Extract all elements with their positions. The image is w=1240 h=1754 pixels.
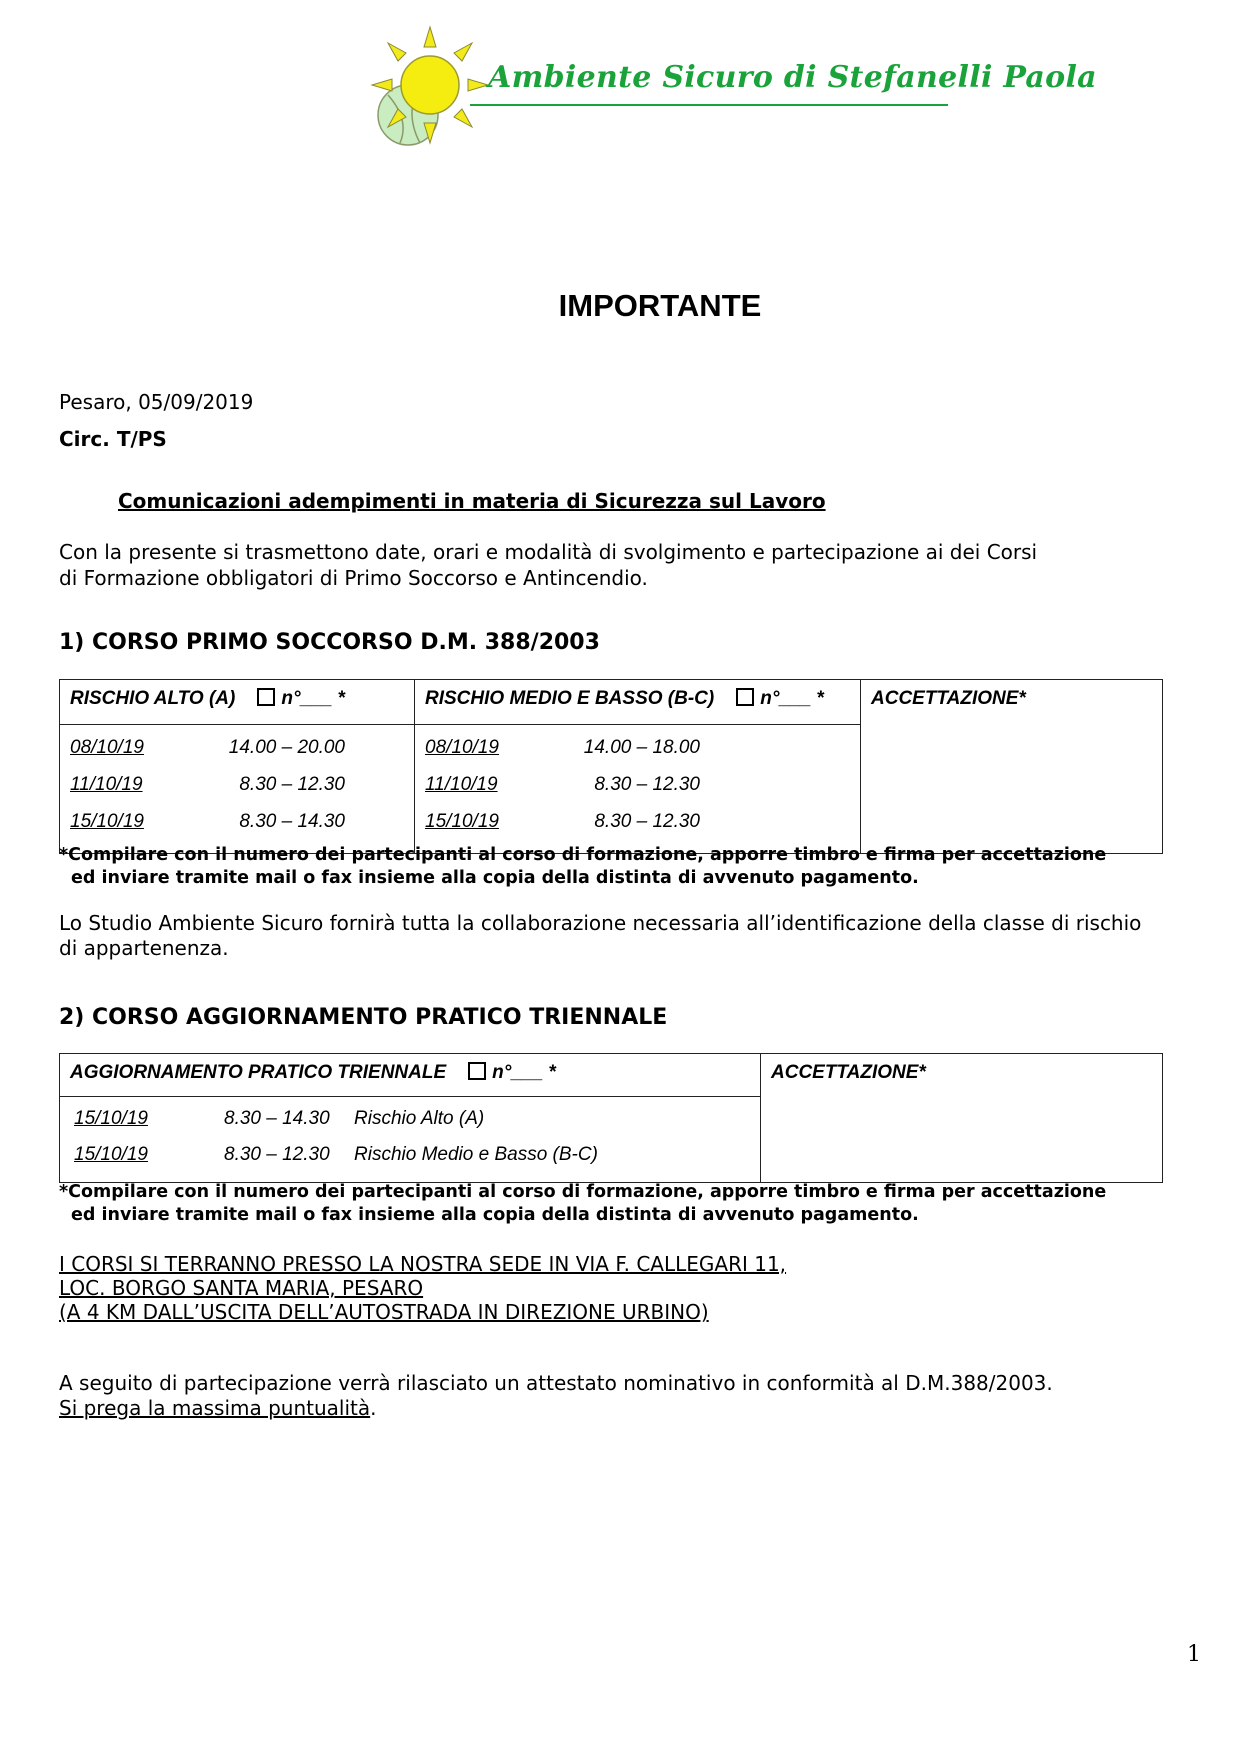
checkbox-icon[interactable] <box>257 688 275 706</box>
schedule-risk-label: Rischio Alto (A) <box>354 1108 485 1130</box>
schedule-row <box>70 804 404 841</box>
participant-count-a[interactable]: n°___ * <box>281 688 345 709</box>
location-line-2: LOC. BORGO SANTA MARIA, PESARO <box>59 1276 424 1300</box>
checkbox-icon[interactable] <box>736 688 754 706</box>
rischio-medio-header-cell <box>415 680 861 725</box>
place-date: Pesaro, 05/09/2019 <box>59 390 254 414</box>
rischio-medio-header: RISCHIO MEDIO E BASSO (B-C) <box>425 688 715 709</box>
schedule-time: 8.30 – 14.30 <box>224 1108 330 1130</box>
schedule-date: 15/10/19 <box>70 811 144 833</box>
section1-note-line-2: ed inviare tramite mail o fax insieme alla copia della distinta di avvenuto pagamento. <box>71 868 919 888</box>
schedule-row <box>70 767 404 804</box>
participant-count[interactable]: n°___ * <box>492 1062 556 1083</box>
schedule-time: 8.30 – 12.30 <box>239 774 345 796</box>
schedule-date: 11/10/19 <box>425 774 498 796</box>
schedule-time: 8.30 – 14.30 <box>239 811 345 833</box>
schedule-time: 8.30 – 12.30 <box>224 1144 330 1166</box>
accettazione-cell[interactable] <box>761 1054 1163 1183</box>
schedule-row <box>70 730 404 767</box>
course1-table <box>59 679 1163 854</box>
checkbox-icon[interactable] <box>468 1062 486 1080</box>
schedule-time: 14.00 – 18.00 <box>583 737 700 759</box>
section1-info-line-1: Lo Studio Ambiente Sicuro fornirà tutta la collaborazione necessaria all’identificazione della classe di rischio <box>59 911 1142 935</box>
punctuality-note: Si prega la massima puntualità <box>59 1396 371 1420</box>
rischio-alto-body <box>60 724 415 853</box>
aggiornamento-header: AGGIORNAMENTO PRATICO TRIENNALE <box>70 1062 447 1083</box>
punctuality-period: . <box>370 1396 377 1420</box>
course2-table <box>59 1053 1163 1183</box>
schedule-row <box>74 1101 750 1137</box>
schedule-date: 11/10/19 <box>70 774 143 796</box>
circular-ref: Circ. T/PS <box>59 427 167 451</box>
section1-info-line-2: di appartenenza. <box>59 936 229 960</box>
aggiornamento-body <box>60 1097 761 1183</box>
schedule-date: 15/10/19 <box>425 811 499 833</box>
sun-globe-icon <box>370 25 490 150</box>
section1-note-line-1: *Compilare con il numero dei partecipanti al corso di formazione, apporre timbro e firma per accettazione <box>59 845 1107 865</box>
schedule-time: 14.00 – 20.00 <box>228 737 345 759</box>
rischio-medio-body <box>415 724 861 853</box>
section2-note-line-2: ed inviare tramite mail o fax insieme alla copia della distinta di avvenuto pagamento. <box>71 1205 919 1225</box>
logo-underline <box>470 104 948 106</box>
logo-text: Ambiente Sicuro di Stefanelli Paola <box>488 60 1097 95</box>
schedule-date: 08/10/19 <box>425 737 499 759</box>
section1-heading: 1) CORSO PRIMO SOCCORSO D.M. 388/2003 <box>59 630 600 655</box>
accettazione-header: ACCETTAZIONE* <box>771 1062 926 1083</box>
schedule-time: 8.30 – 12.30 <box>594 811 700 833</box>
intro-line-1: Con la presente si trasmettono date, orari e modalità di svolgimento e partecipazione ai dei Corsi <box>59 540 1038 564</box>
aggiornamento-header-cell <box>60 1054 761 1097</box>
accettazione-cell[interactable] <box>861 680 1163 854</box>
location-line-3: (A 4 KM DALL’USCITA DELL’AUTOSTRADA IN DIREZIONE URBINO) <box>59 1300 709 1324</box>
closing-line-1: A seguito di partecipazione verrà rilasciato un attestato nominativo in conformità al D.M.388/2003. <box>59 1371 1053 1395</box>
schedule-row <box>74 1137 750 1173</box>
company-logo <box>370 25 490 150</box>
page-title: IMPORTANTE <box>558 288 762 323</box>
intro-line-2: di Formazione obbligatori di Primo Soccorso e Antincendio. <box>59 566 648 590</box>
schedule-time: 8.30 – 12.30 <box>594 774 700 796</box>
location-line-1: I CORSI SI TERRANNO PRESSO LA NOSTRA SEDE IN VIA F. CALLEGARI 11, <box>59 1252 787 1276</box>
schedule-risk-label: Rischio Medio e Basso (B-C) <box>354 1144 598 1166</box>
accettazione-header: ACCETTAZIONE* <box>871 688 1026 709</box>
page-number: 1 <box>1187 1642 1201 1667</box>
rischio-alto-header: RISCHIO ALTO (A) <box>70 688 236 709</box>
schedule-row <box>425 804 850 841</box>
participant-count-b[interactable]: n°___ * <box>760 688 824 709</box>
subject: Comunicazioni adempimenti in materia di Sicurezza sul Lavoro <box>118 489 826 513</box>
schedule-row <box>425 730 850 767</box>
schedule-date: 15/10/19 <box>74 1108 148 1130</box>
section2-note-line-1: *Compilare con il numero dei partecipanti al corso di formazione, apporre timbro e firma per accettazione <box>59 1182 1107 1202</box>
rischio-alto-header-cell <box>60 680 415 725</box>
schedule-date: 15/10/19 <box>74 1144 148 1166</box>
closing-line-2 <box>59 1396 377 1421</box>
schedule-row <box>425 767 850 804</box>
section2-heading: 2) CORSO AGGIORNAMENTO PRATICO TRIENNALE <box>59 1005 668 1030</box>
schedule-date: 08/10/19 <box>70 737 144 759</box>
